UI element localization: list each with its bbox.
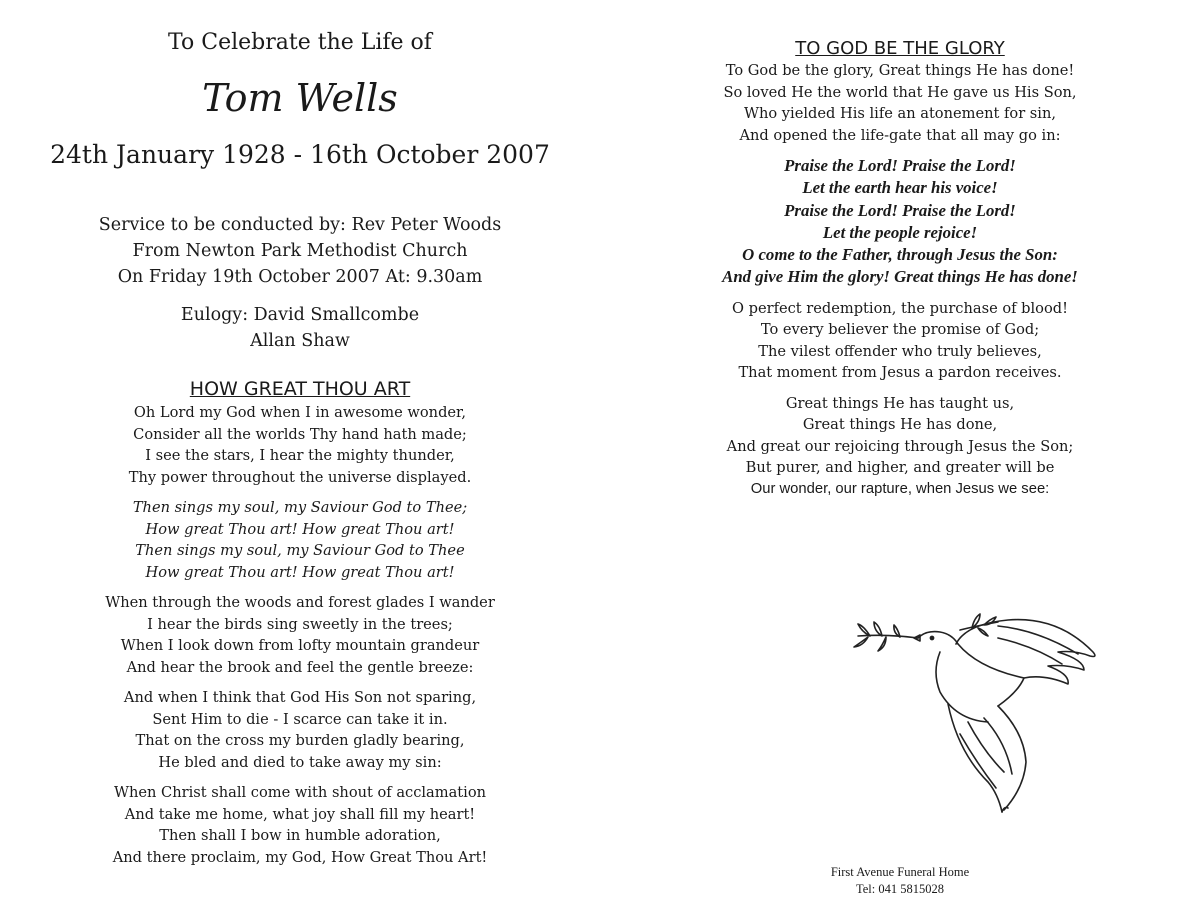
hymn-line: I hear the birds sing sweetly in the trees;: [147, 615, 453, 633]
hymn-line: When through the woods and forest glades I wander: [105, 594, 495, 611]
hymn-line: And when I think that God His Son not sparing,: [123, 689, 477, 706]
hymn-line: Sent Him to die - I scarce can take it in.: [152, 710, 448, 728]
hymn-line: And take me home, what joy shall fill my heart!: [124, 805, 476, 823]
hymn-line: How great Thou art! How great Thou art!: [145, 520, 455, 538]
funeral-home-footer: [600, 864, 1200, 898]
deceased-name: Tom Wells: [202, 76, 398, 120]
hymn-line: Then shall I bow in humble adoration,: [159, 827, 441, 844]
celebrate-heading: To Celebrate the Life of: [168, 30, 432, 55]
hymn-title: HOW GREAT THOU ART: [189, 378, 411, 400]
eulogy-line-1: Eulogy: David Smallcombe: [180, 305, 420, 325]
hymn-title: TO GOD BE THE GLORY: [795, 38, 1005, 59]
hymn-verse-1: [0, 402, 600, 488]
hymn-line: He bled and died to take away my sin:: [158, 753, 442, 771]
hymn-line: And hear the brook and feel the gentle breeze:: [126, 658, 474, 676]
hymn-line: O perfect redemption, the purchase of blood!: [732, 299, 1068, 317]
right-page: [600, 0, 1200, 915]
hymn-line: Let the earth hear his voice!: [802, 178, 998, 198]
hymn-to-god-be-the-glory: [600, 38, 1200, 500]
hymn-line: Then sings my soul, my Saviour God to Thee: [135, 542, 465, 559]
funeral-home-name: First Avenue Funeral Home: [830, 865, 970, 879]
hymn-line: Great things He has done,: [802, 416, 998, 434]
hymn-line: But purer, and higher, and greater will be: [745, 459, 1055, 477]
hymn-line: Who yielded His life an atonement for sin,: [743, 105, 1057, 122]
hymn-line: Thy power throughout the universe displayed.: [128, 468, 472, 486]
hymn-verse-3: [600, 393, 1200, 501]
hymn-line: Consider all the worlds Thy hand hath made;: [133, 425, 467, 443]
service-datetime: On Friday 19th October 2007 At: 9.30am: [117, 267, 483, 287]
life-dates: 24th January 1928 - 16th October 2007: [50, 140, 550, 169]
hymn-line: To every believer the promise of God;: [760, 321, 1040, 339]
funeral-home-phone: Tel: 041 5815028: [855, 882, 944, 896]
hymn-line: That moment from Jesus a pardon receives.: [738, 364, 1062, 382]
hymn-line: To God be the glory, Great things He has done!: [725, 62, 1075, 79]
hymn-line: Then sings my soul, my Saviour God to Thee;: [132, 499, 468, 516]
hymn-line: Oh Lord my God when I in awesome wonder,: [133, 404, 467, 421]
hymn-how-great-thou-art: [0, 378, 600, 868]
hymn-line: I see the stars, I hear the mighty thunder,: [145, 447, 455, 464]
hymn-verse-1: [600, 60, 1200, 146]
hymn-line: And give Him the glory! Great things He has done!: [722, 267, 1078, 287]
service-church: From Newton Park Methodist Church: [132, 241, 468, 261]
hymn-line: Great things He has taught us,: [785, 394, 1015, 412]
hymn-verse-2: [0, 592, 600, 678]
hymn-verse-3: [0, 687, 600, 773]
hymn-line: So loved He the world that He gave us His Son,: [723, 83, 1077, 101]
hymn-line: Praise the Lord! Praise the Lord!: [784, 200, 1016, 220]
hymn-line: That on the cross my burden gladly bearing,: [135, 732, 465, 749]
hymn-line: O come to the Father, through Jesus the Son:: [742, 245, 1058, 265]
hymn-line: And there proclaim, my God, How Great Thou Art!: [112, 848, 488, 866]
hymn-verse-2: [600, 298, 1200, 384]
eulogy-speakers: [0, 302, 600, 354]
hymn-line: And great our rejoicing through Jesus the Son;: [726, 437, 1074, 455]
hymn-line: When Christ shall come with shout of acclamation: [113, 784, 487, 801]
hymn-line: Praise the Lord! Praise the Lord!: [784, 156, 1016, 175]
hymn-line: How great Thou art! How great Thou art!: [145, 563, 455, 581]
hymn-line: The vilest offender who truly believes,: [758, 342, 1042, 360]
hymn-line: And opened the life-gate that all may go in:: [739, 126, 1061, 144]
dove-icon: [848, 612, 1108, 822]
service-details: [0, 212, 600, 290]
hymn-chorus: [0, 497, 600, 583]
hymn-chorus: [600, 155, 1200, 289]
eulogy-line-2: Allan Shaw: [250, 331, 350, 351]
hymn-verse-4: [0, 782, 600, 868]
service-officiant: Service to be conducted by: Rev Peter Woods: [98, 215, 502, 235]
hymn-line: Let the people rejoice!: [822, 222, 978, 242]
hymn-line: Our wonder, our rapture, when Jesus we see:: [750, 480, 1050, 497]
hymn-line: When I look down from lofty mountain grandeur: [120, 637, 480, 654]
